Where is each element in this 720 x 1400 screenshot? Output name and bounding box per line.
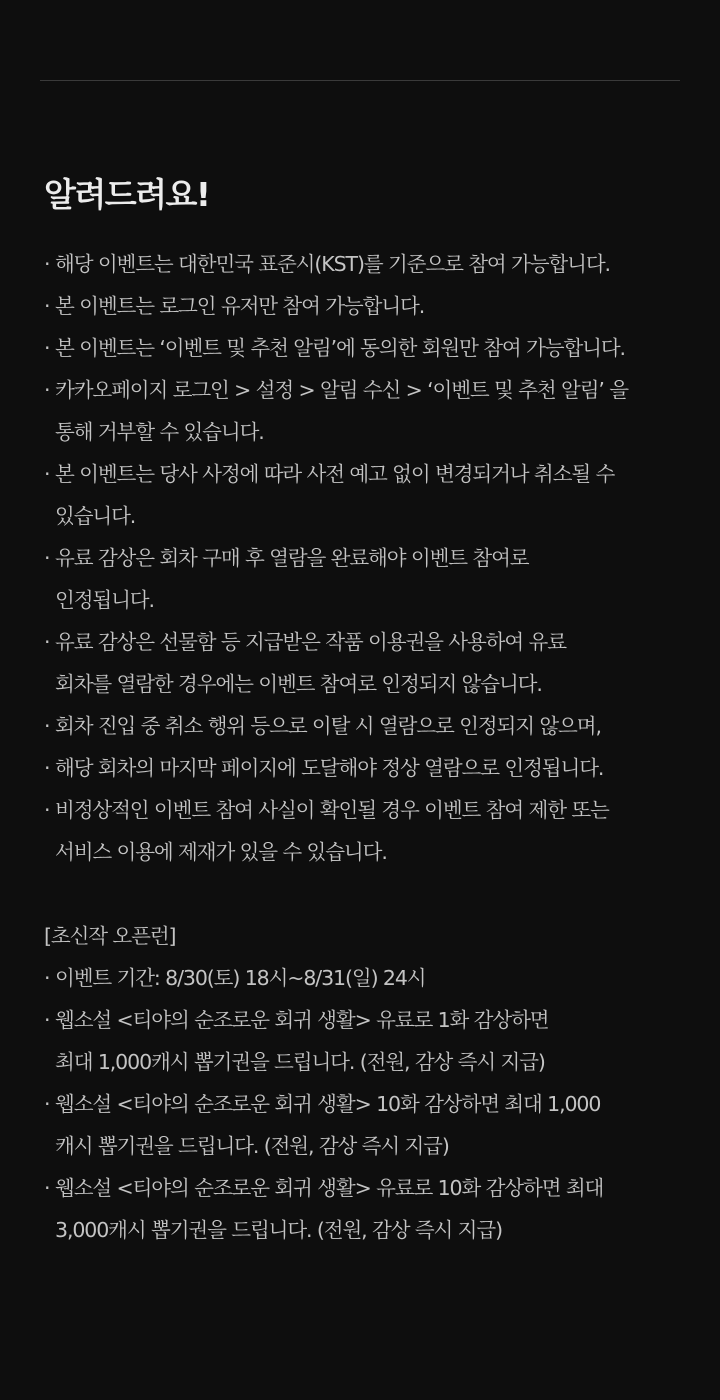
section-list [44,957,694,1251]
bullet-dot: · [44,756,50,780]
notice-item-line: 카카오페이지 로그인 > 설정 > 알림 수신 > ‘이벤트 및 추천 알림’ 을 [55,378,628,402]
bullet-dot: · [44,798,50,822]
notice-item-line: 해당 회차의 마지막 페이지에 도달해야 정상 열람으로 인정됩니다. [55,756,604,780]
bullet-dot: · [44,714,50,738]
event-item-line: 웹소설 <티야의 순조로운 회귀 생활> 유료로 10화 감상하면 최대 [55,1176,604,1200]
event-item-line: 이벤트 기간: 8/30(토) 18시~8/31(일) 24시 [55,966,426,990]
notice-item-line: 유료 감상은 선물함 등 지급받은 작품 이용권을 사용하여 유료 [55,630,566,654]
bullet-dot: · [44,630,50,654]
notice-item [44,789,694,873]
bullet-dot: · [44,1092,50,1116]
event-item-line: 최대 1,000캐시 뽑기권을 드립니다. (전원, 감상 즉시 지급) [55,1050,545,1074]
notice-item-line: 인정됩니다. [55,588,154,612]
bullet-dot: · [44,378,50,402]
notice-item [44,285,694,327]
notice-item-line: 본 이벤트는 ‘이벤트 및 추천 알림’에 동의한 회원만 참여 가능합니다. [55,336,625,360]
notice-item-line: 비정상적인 이벤트 참여 사실이 확인될 경우 이벤트 참여 제한 또는 [55,798,609,822]
notice-item [44,705,694,747]
notice-body [44,243,694,1251]
event-item-line: 3,000캐시 뽑기권을 드립니다. (전원, 감상 즉시 지급) [55,1218,502,1242]
notice-item-line: 통해 거부할 수 있습니다. [55,420,264,444]
section-gap [44,873,694,915]
notice-item [44,327,694,369]
bullet-dot: · [44,1008,50,1032]
notice-item-line: 있습니다. [55,504,136,528]
notice-item [44,621,694,705]
event-item [44,1167,694,1251]
event-item-line: 웹소설 <티야의 순조로운 회귀 생활> 10화 감상하면 최대 1,000 [55,1092,601,1116]
notice-item-line: 회차 진입 중 취소 행위 등으로 이탈 시 열람으로 인정되지 않으며, [55,714,601,738]
top-divider [40,80,680,81]
notice-list [44,243,694,873]
bullet-dot: · [44,294,50,318]
notice-item-line: 서비스 이용에 제재가 있을 수 있습니다. [55,840,387,864]
bullet-dot: · [44,336,50,360]
bullet-dot: · [44,546,50,570]
notice-item [44,537,694,621]
event-item [44,1083,694,1167]
bullet-dot: · [44,462,50,486]
bullet-dot: · [44,966,50,990]
notice-item [44,369,694,453]
section-title: [초신작 오픈런] [44,924,176,948]
notice-item-line: 본 이벤트는 당사 사정에 따라 사전 예고 없이 변경되거나 취소될 수 [55,462,615,486]
notice-item-line: 본 이벤트는 로그인 유저만 참여 가능합니다. [55,294,425,318]
notice-title: 알려드려요! [44,175,210,214]
notice-item-line: 해당 이벤트는 대한민국 표준시(KST)를 기준으로 참여 가능합니다. [55,252,610,276]
bullet-dot: · [44,252,50,276]
notice-item-line: 유료 감상은 회차 구매 후 열람을 완료해야 이벤트 참여로 [55,546,529,570]
notice-item [44,243,694,285]
event-item [44,999,694,1083]
notice-item [44,747,694,789]
event-item-line: 웹소설 <티야의 순조로운 회귀 생활> 유료로 1화 감상하면 [55,1008,549,1032]
notice-item [44,453,694,537]
notice-item-line: 회차를 열람한 경우에는 이벤트 참여로 인정되지 않습니다. [55,672,542,696]
event-item-line: 캐시 뽑기권을 드립니다. (전원, 감상 즉시 지급) [55,1134,449,1158]
bullet-dot: · [44,1176,50,1200]
event-item [44,957,694,999]
